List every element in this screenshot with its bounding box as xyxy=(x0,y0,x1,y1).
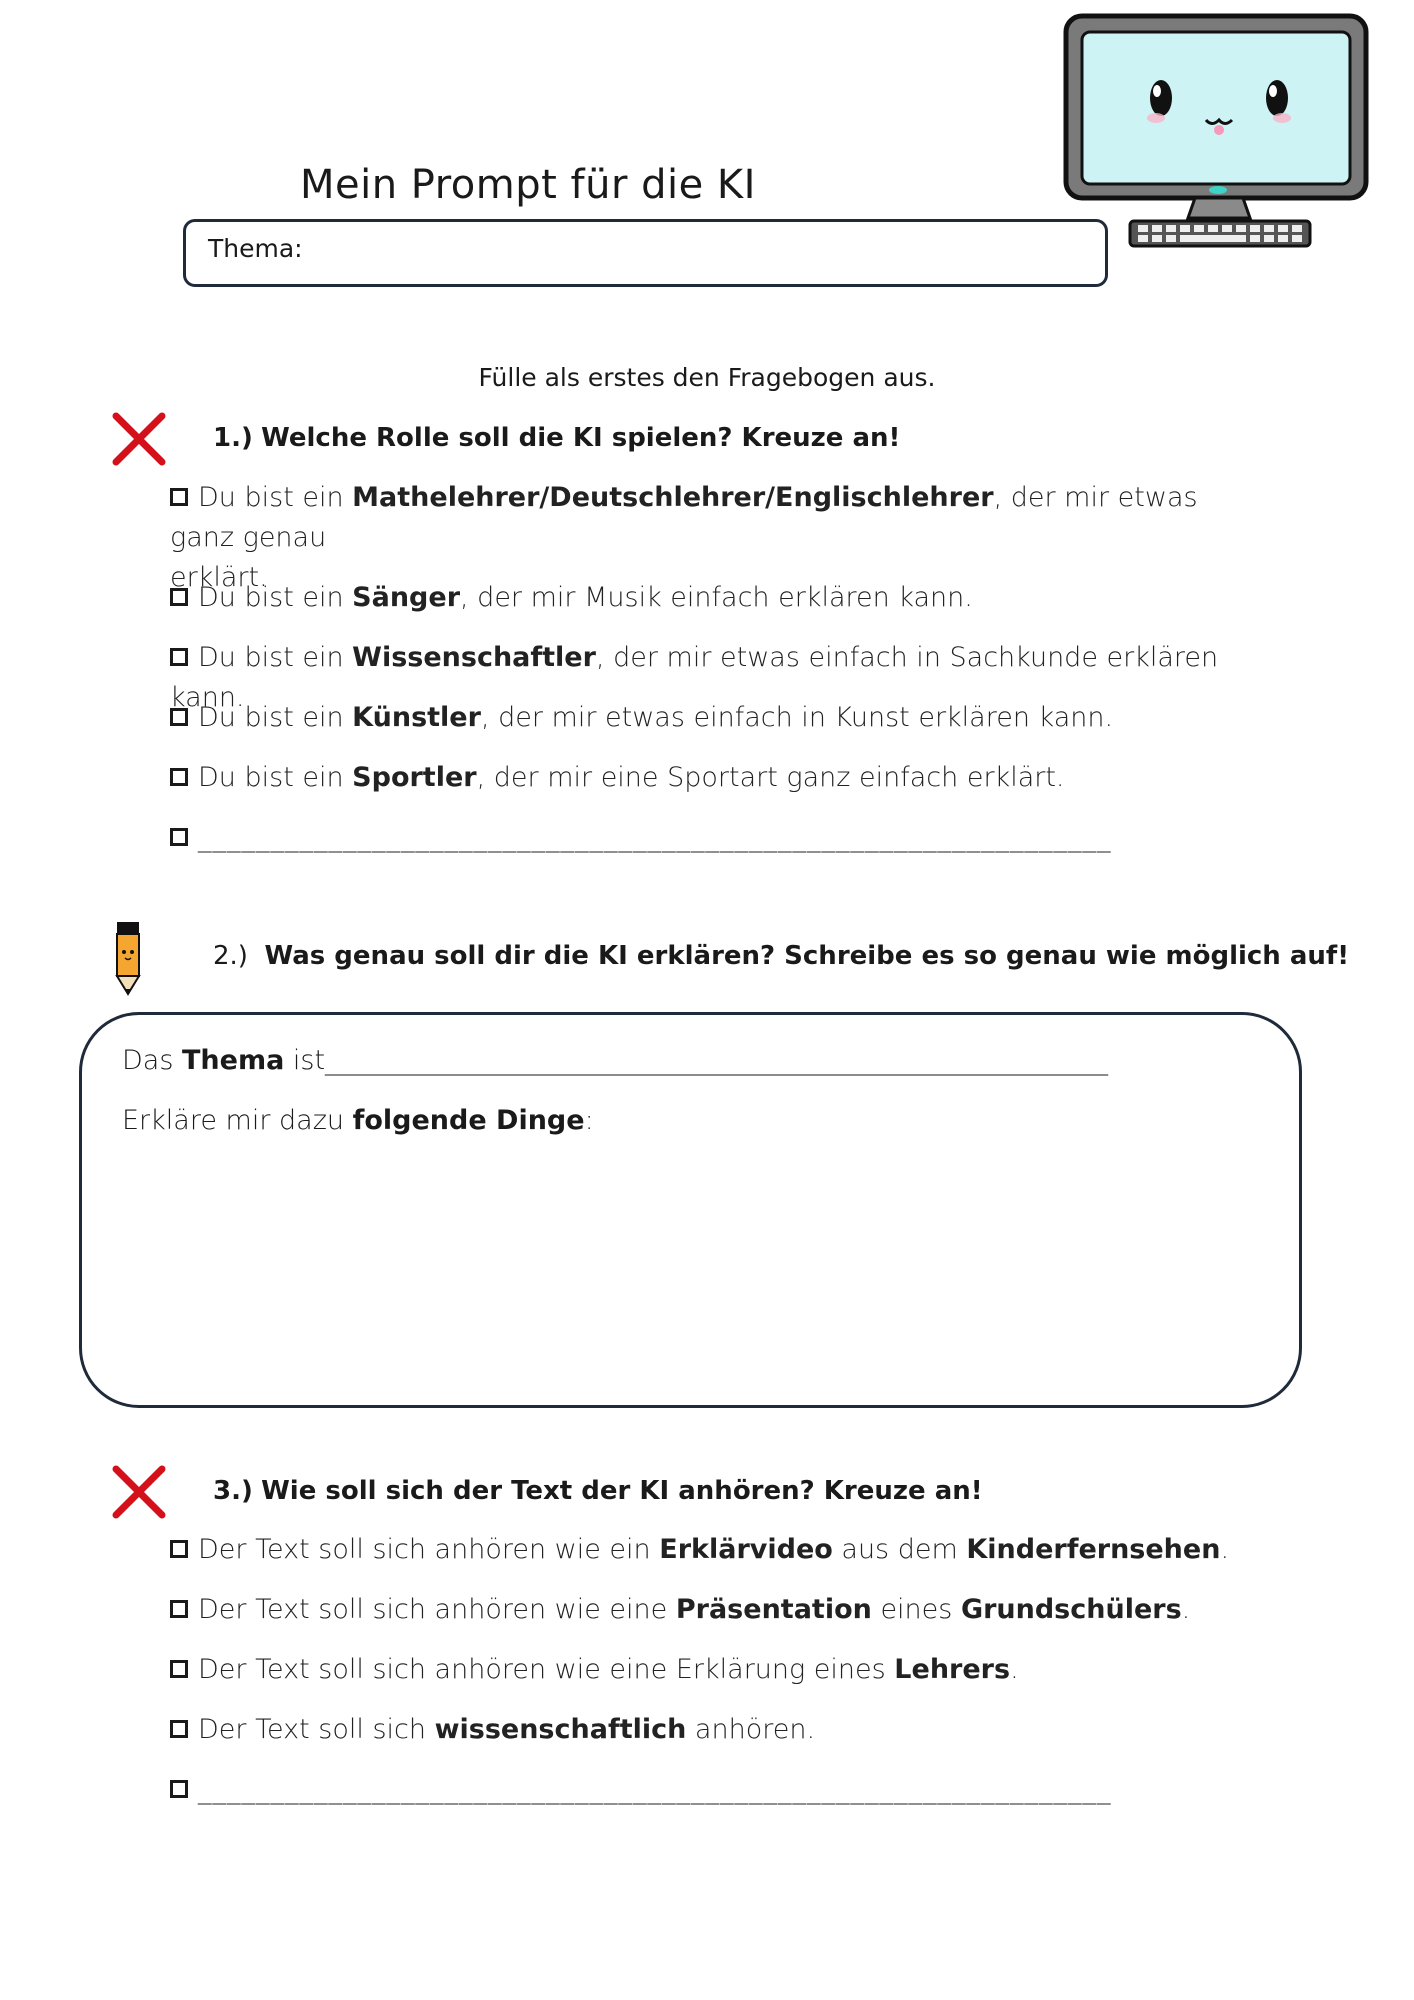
computer-mascot-icon xyxy=(1060,12,1380,257)
q3-option-4[interactable]: Der Text soll sich wissenschaftlich anhören. xyxy=(170,1710,1230,1750)
q3-option-3[interactable]: Der Text soll sich anhören wie eine Erklärung eines Lehrers. xyxy=(170,1650,1230,1690)
q3-option-blank[interactable]: _______________________________________________________________ xyxy=(170,1770,1230,1810)
intro-text: Fülle als erstes den Fragebogen aus. xyxy=(478,363,936,392)
thema-label: Thema: xyxy=(208,234,303,263)
q1-option-1[interactable]: Du bist ein Mathelehrer/Deutschlehrer/Englischlehrer, der mir etwas ganz genau erklärt. xyxy=(170,482,1198,593)
q3-option-2[interactable]: Der Text soll sich anhören wie eine Präsentation eines Grundschülers. xyxy=(170,1590,1230,1630)
page-title: Mein Prompt für die KI xyxy=(300,162,756,208)
q3-option-1[interactable]: Der Text soll sich anhören wie ein Erklärvideo aus dem Kinderfernsehen. xyxy=(170,1530,1230,1570)
checkbox[interactable] xyxy=(170,1780,188,1798)
answer-box[interactable] xyxy=(79,1012,1302,1408)
thema-field[interactable] xyxy=(183,219,1108,287)
explain-line: Erkläre mir dazu folgende Dinge: xyxy=(122,1105,594,1136)
thema-line: Das Thema ist__________________________________________________________ xyxy=(122,1045,1109,1076)
checkbox[interactable] xyxy=(170,1720,188,1738)
checkbox[interactable] xyxy=(170,648,188,666)
checkbox[interactable] xyxy=(170,588,188,606)
checkbox[interactable] xyxy=(170,1540,188,1558)
checkbox[interactable] xyxy=(170,708,188,726)
q1-option-3[interactable]: Du bist ein Wissenschaftler, der mir etwas einfach in Sachkunde erklären kann. xyxy=(170,642,1219,713)
checkbox[interactable] xyxy=(170,1660,188,1678)
red-cross-icon xyxy=(112,412,166,466)
red-cross-icon xyxy=(112,1465,166,1519)
question-2-heading: 2.) Was genau soll dir die KI erklären? Schreibe es so genau wie möglich auf! xyxy=(213,941,1350,971)
question-1-heading: 1.) Welche Rolle soll die KI spielen? Kreuze an! xyxy=(213,423,901,453)
question-3-heading: 3.) Wie soll sich der Text der KI anhören? Kreuze an! xyxy=(213,1476,983,1506)
checkbox[interactable] xyxy=(170,768,188,786)
checkbox[interactable] xyxy=(170,1600,188,1618)
checkbox[interactable] xyxy=(170,488,188,506)
pencil-icon xyxy=(114,920,142,996)
q1-option-5[interactable]: Du bist ein Sportler, der mir eine Sportart ganz einfach erklärt. xyxy=(170,758,1230,798)
q1-option-2[interactable]: Du bist ein Sänger, der mir Musik einfach erklären kann. xyxy=(170,578,1230,618)
q1-option-blank[interactable]: _______________________________________________________________ xyxy=(170,818,1230,858)
checkbox[interactable] xyxy=(170,828,188,846)
q1-option-4[interactable]: Du bist ein Künstler, der mir etwas einfach in Kunst erklären kann. xyxy=(170,698,1230,738)
